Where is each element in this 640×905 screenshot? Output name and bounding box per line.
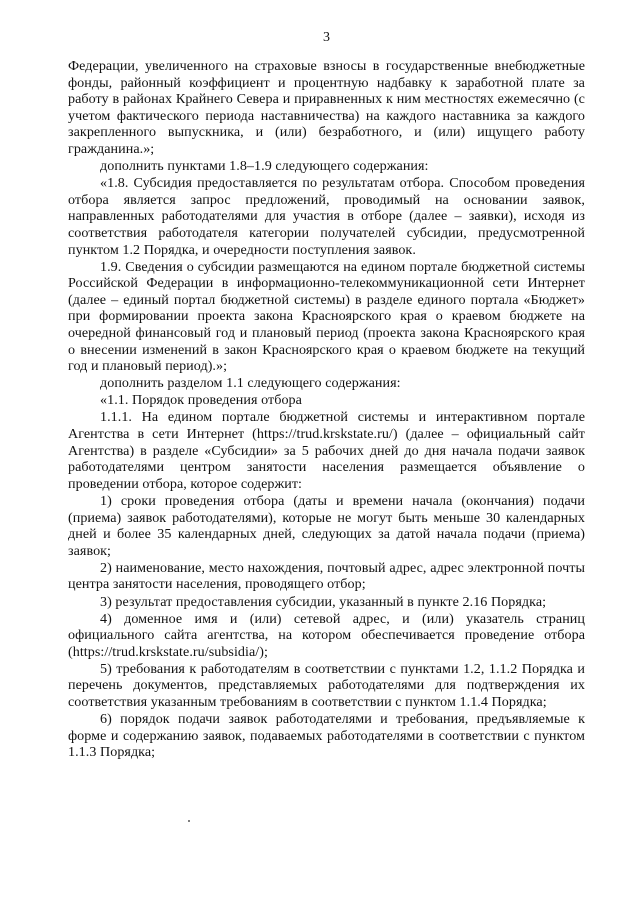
document-body	[68, 58, 585, 761]
paragraph: «1.8. Субсидия предоставляется по результатам отбора. Способом проведения отбора является запрос предложений, проводимый на основании заявок, направленных работодателями для участия в отборе (далее – заявки), исходя из соответствия работодателя категории получателей субсидии, предусмотренной пунктом 1.2 Порядка, и очередности поступления заявок.	[68, 175, 585, 258]
page-number: 3	[323, 30, 330, 45]
list-item: 2) наименование, место нахождения, почтовый адрес, адрес электронной почты центра занятости населения, проводящего отбор;	[68, 559, 585, 593]
scan-speck	[188, 820, 190, 822]
list-item: 6) порядок подачи заявок работодателями и требования, предъявляемые к форме и содержанию заявок, подаваемых работодателями в соответствии с пунктом 1.1.3 Порядка;	[68, 711, 585, 761]
list-item: 3) результат предоставления субсидии, указанный в пункте 2.16 Порядка;	[100, 593, 547, 610]
list-item: 4) доменное имя и (или) сетевой адрес, и (или) указатель страниц официального сайта агентства, на котором обеспечивается проведение отбора (https://trud.krskstate.ru/subsidia/);	[68, 610, 585, 660]
paragraph: 1.1.1. На едином портале бюджетной системы и интерактивном портале Агентства в сети Интернет (https://trud.krskstate.ru/) (далее – официальный сайт Агентства) в разделе «Субсидии» за 5 рабочих дней до дня начала подачи заявок работодателями центром занятости населения размещается объявление о проведении отбора, которое содержит:	[68, 409, 585, 492]
paragraph: 1.9. Сведения о субсидии размещаются на едином портале бюджетной системы Российской Федерации в информационно-телекоммуникационной сети Интернет (далее – единый портал бюджетной системы) в разделе единого портала «Бюджет» при формировании проекта закона Красноярского края о краевом бюджете на очередной финансовый год и плановый период (проекта закона Красноярского края о внесении изменений в закон Красноярского края о краевом бюджете на текущий год и плановый период).»;	[68, 258, 585, 375]
paragraph: Федерации, увеличенного на страховые взносы в государственные внебюджетные фонды, районный коэффициент и процентную надбавку к заработной плате за работу в районах Крайнего Севера и приравненных к ним местностях ежемесячно (с учетом фактического периода наставничества) на каждого наставника за каждого закрепленного выпускника, и (или) безработного, и (или) ищущего работу гражданина.»;	[68, 58, 585, 157]
section-heading: «1.1. Порядок проведения отбора	[100, 392, 302, 409]
paragraph: дополнить разделом 1.1 следующего содержания:	[100, 375, 401, 392]
paragraph: дополнить пунктами 1.8–1.9 следующего содержания:	[100, 158, 429, 175]
list-item: 5) требования к работодателям в соответствии с пунктами 1.2, 1.1.2 Порядка и перечень документов, представляемых работодателями для подтверждения их соответствия указанным требованиям в соответствии с пунктом 1.1.4 Порядка;	[68, 660, 585, 711]
list-item: 1) сроки проведения отбора (даты и времени начала (окончания) подачи (приема) заявок работодателями), которые не могут быть меньше 30 календарных дней и более 35 календарных дней, следующих за датой начала подачи (приема) заявок;	[68, 492, 585, 559]
